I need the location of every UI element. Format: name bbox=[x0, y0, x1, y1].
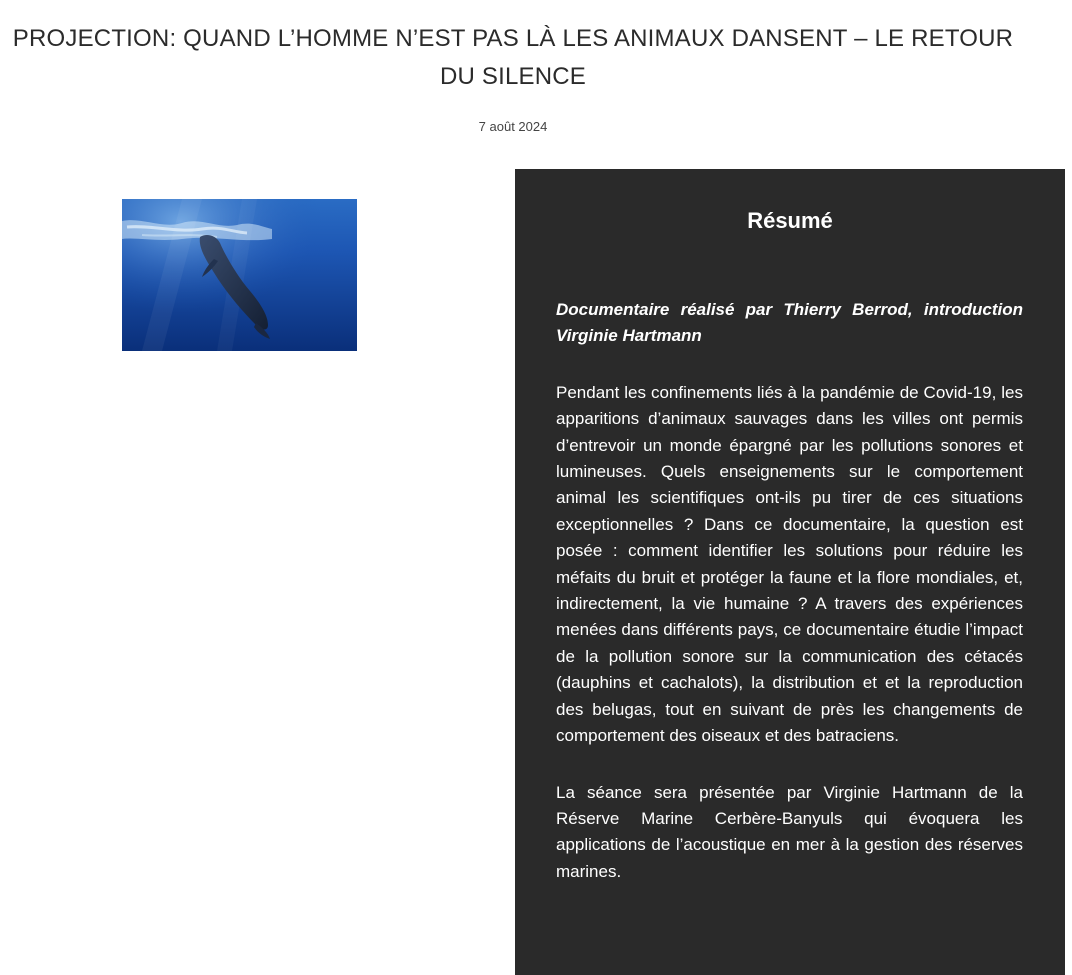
summary-panel bbox=[515, 169, 1065, 975]
page-title: PROJECTION: QUAND L’HOMME N’EST PAS LÀ LES ANIMAUX DANSENT – LE RETOUR DU SILENCE bbox=[12, 25, 1014, 90]
publish-date: 7 août 2024 bbox=[478, 119, 548, 134]
article-image bbox=[122, 199, 357, 351]
summary-body bbox=[556, 297, 1023, 915]
summary-paragraph-1: Pendant les confinements liés à la pandémie de Covid-19, les apparitions d’animaux sauvages dans les villes ont permis d’entrevoir un monde épargné par les pollutions sonores et lumineuses. Quels enseignements sur le comportement animal les scientifiques ont-ils pu tirer de ces situations exceptionnelles ? Dans ce documentaire, la question est posée : comment identifier les solutions pour réduire les méfaits du bruit et protéger la faune et la flore mondiales, et, indirectement, la vie humaine ? A travers des expériences menées dans différents pays, ce documentaire étudie l’impact de la pollution sonore sur la communication des cétacés (dauphins et cachalots), la distribution et et la reproduction des belugas, tout en suivant de près les changements de comportement des oiseaux et des batraciens. bbox=[556, 382, 1023, 746]
credit-line: Documentaire réalisé par Thierry Berrod, introduction Virginie Hartmann bbox=[556, 300, 1023, 346]
whale-underwater-icon bbox=[122, 199, 357, 351]
summary-paragraph-2: La séance sera présentée par Virginie Hartmann de la Réserve Marine Cerbère-Banyuls qui évoquera les applications de l’acoustique en mer à la gestion des réserves marines. bbox=[556, 782, 1023, 881]
summary-heading: Résumé bbox=[747, 208, 833, 233]
